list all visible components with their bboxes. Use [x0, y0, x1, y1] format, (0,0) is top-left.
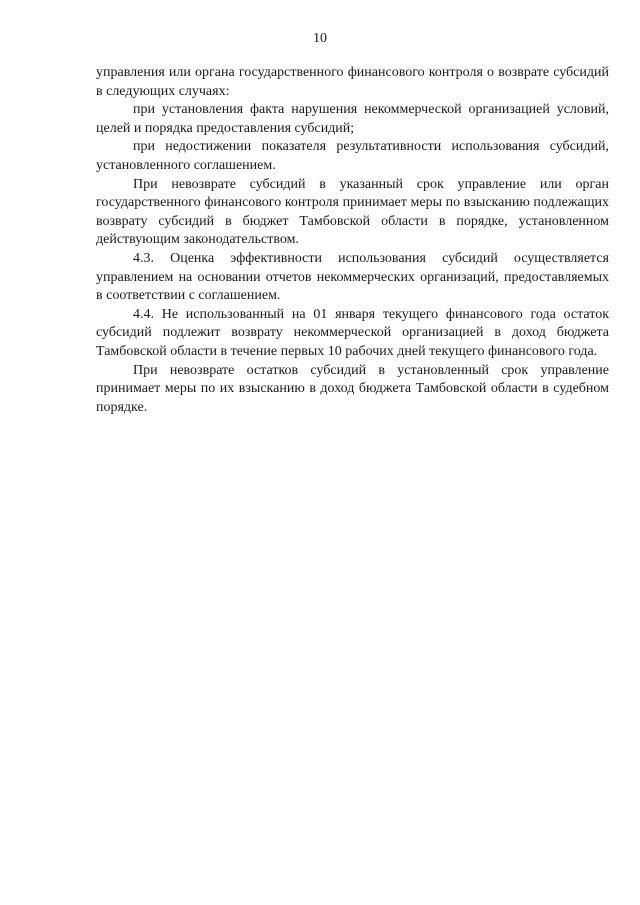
paragraph-indicator-case: при недостижении показателя результативности использования субсидий, установленного соглашением.: [96, 139, 609, 173]
paragraph-recovery-measures: При невозврате субсидий в указанный срок управление или орган государственного финансового контроля принимает меры по взысканию подлежащих возврату субсидий в бюджет Тамбовской области в порядке, установленном действующим законодательством.: [96, 176, 609, 248]
paragraph-section-4-3: 4.3. Оценка эффективности использования субсидий осуществляется управлением на основании отчетов некоммерческих организаций, предоставляемых в соответствии с соглашением.: [96, 250, 609, 304]
paragraph-court-recovery: При невозврате остатков субсидий в установленный срок управление принимает меры по их взысканию в доход бюджета Тамбовской области в судебном порядке.: [96, 362, 609, 415]
paragraph-violation-case: при установления факта нарушения некоммерческой организацией условий, целей и порядка предоставления субсидий;: [96, 102, 609, 136]
paragraph-section-4-4: 4.4. Не использованный на 01 января текущего финансового года остаток субсидий подлежит возврату некоммерческой организацией в доход бюджета Тамбовской области в течение первых 10 рабочих дней текущего финансового года.: [96, 306, 609, 359]
paragraph-continuation: управления или органа государственного финансового контроля о возврате субсидий в следующих случаях:: [96, 65, 609, 99]
page-number: 10: [313, 31, 327, 46]
document-body: [96, 64, 609, 417]
